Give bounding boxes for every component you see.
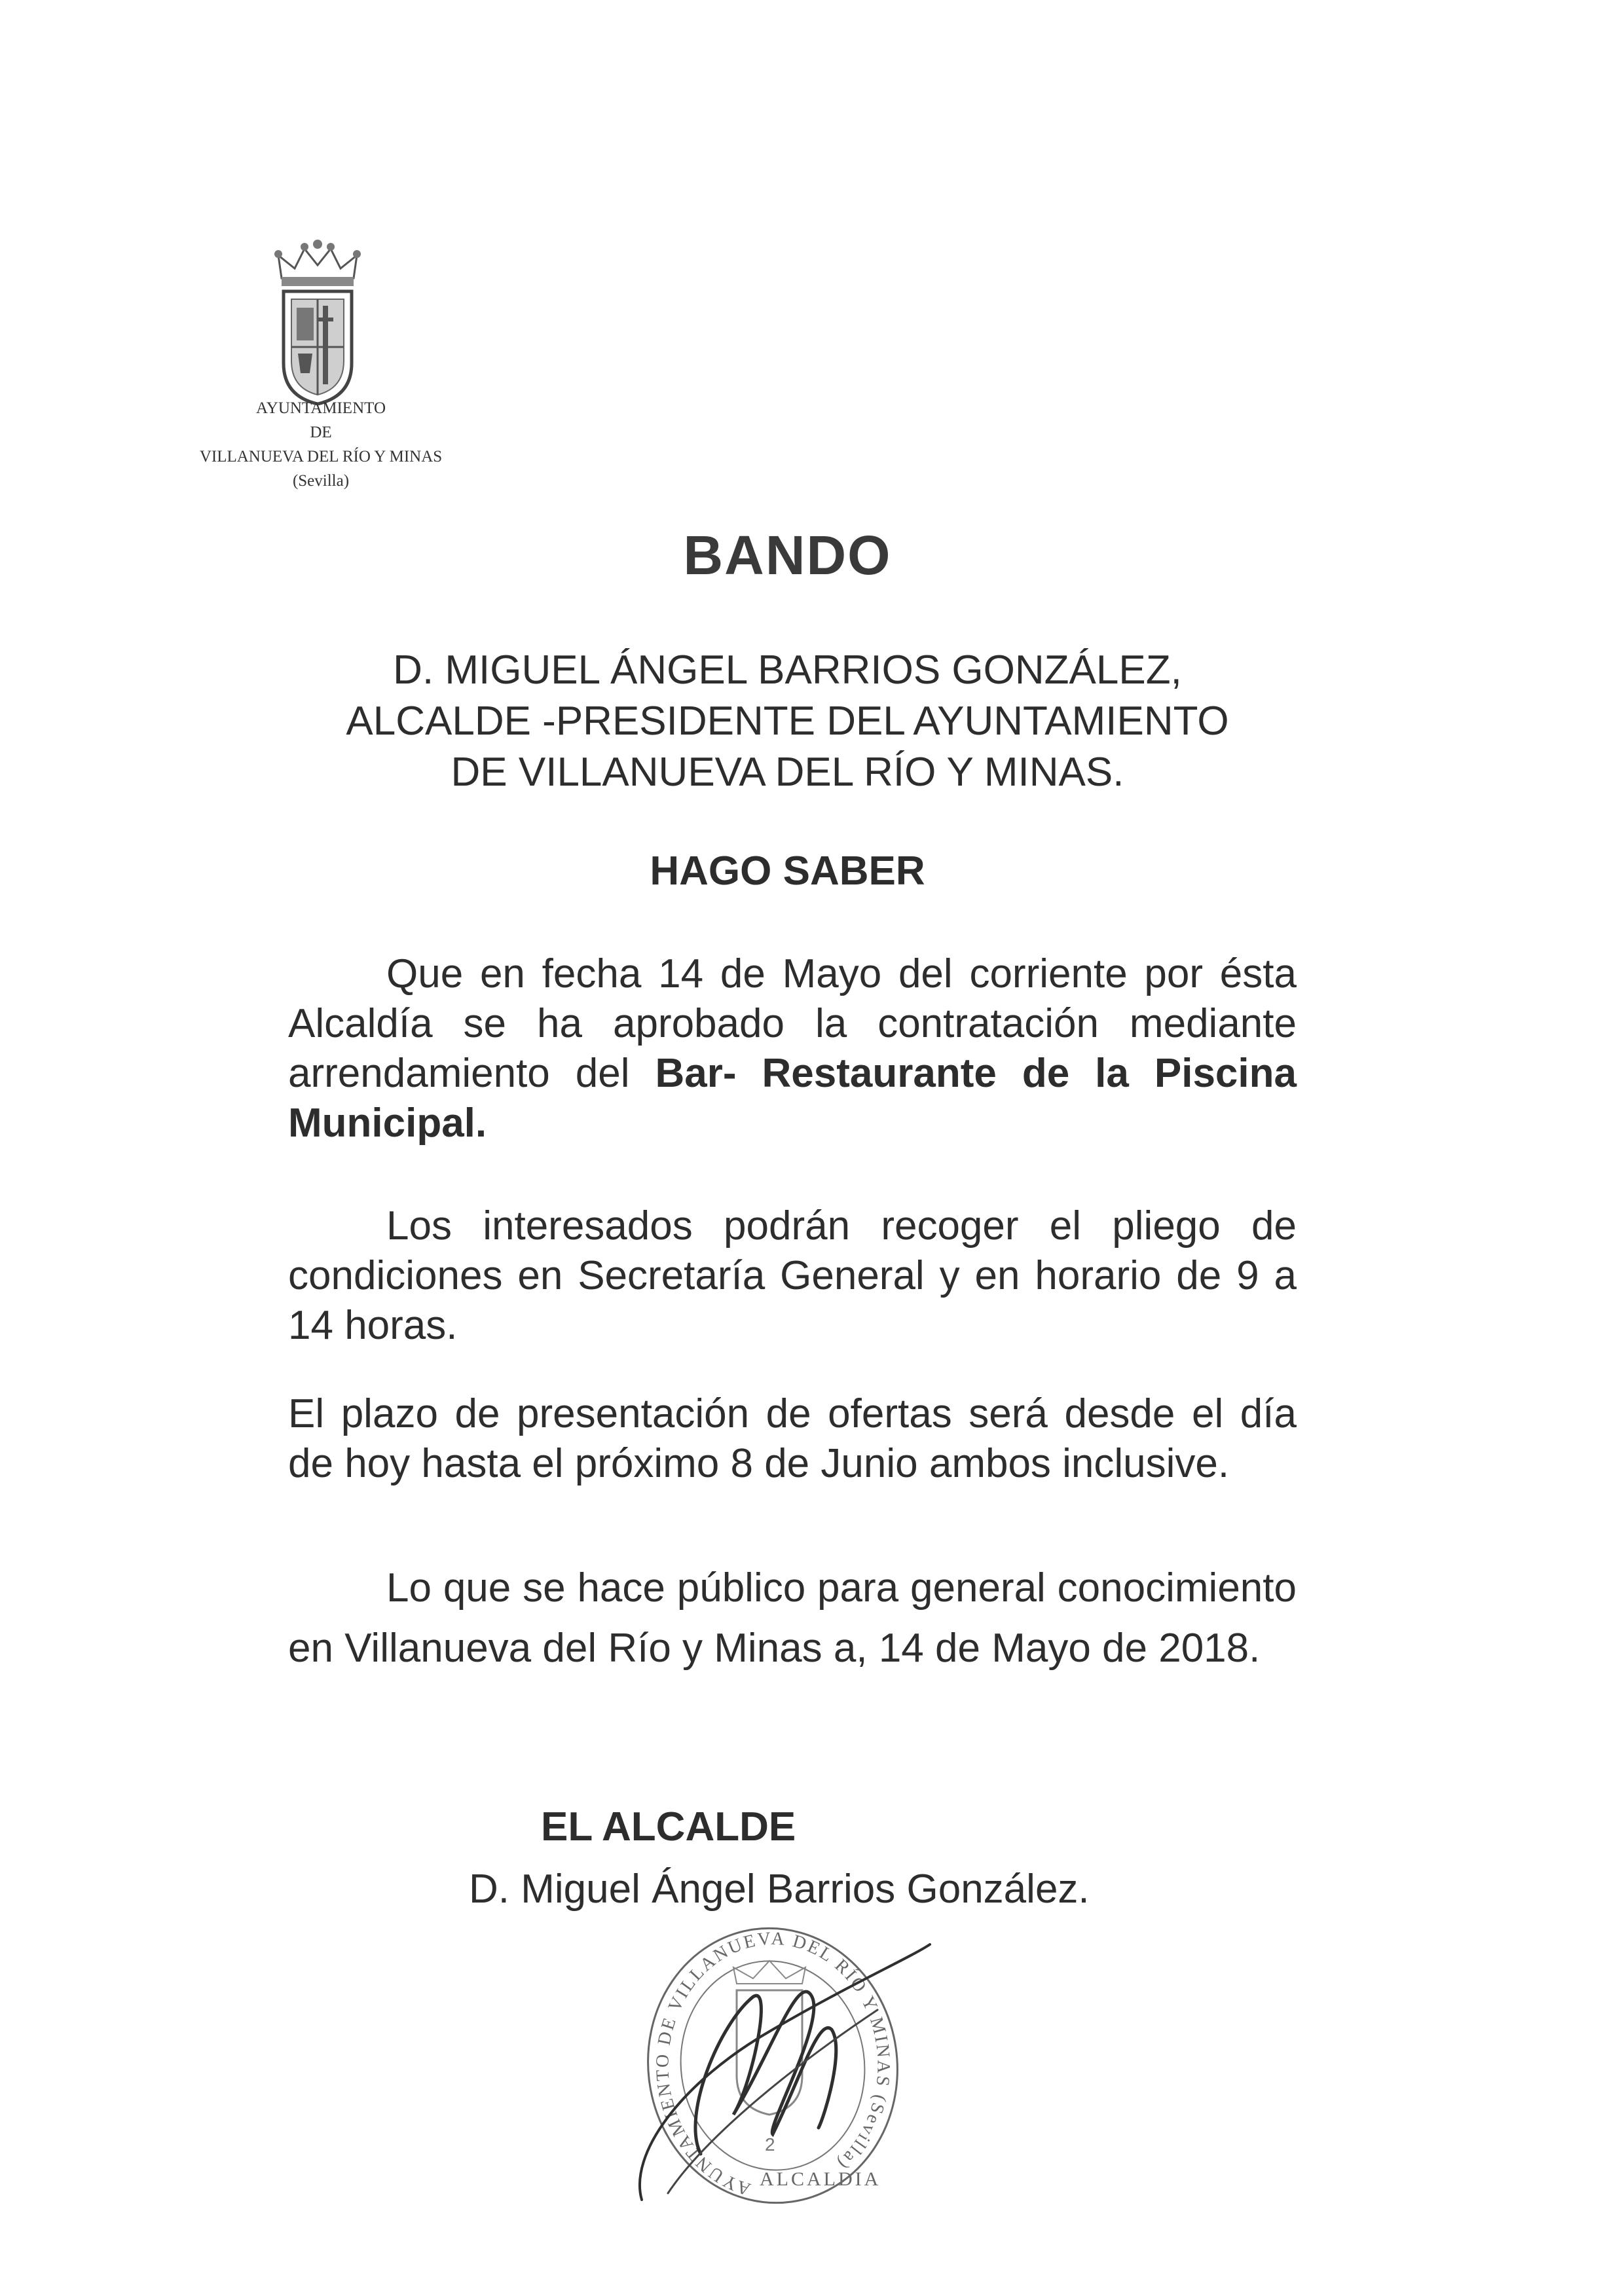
- paragraph-closing: [288, 1558, 1297, 1679]
- issuer-line-3: DE VILLANUEVA DEL RÍO Y MINAS.: [451, 750, 1124, 795]
- official-seal-icon: [602, 1918, 943, 2226]
- seal-number: 2: [765, 2134, 775, 2155]
- seal-ring-text: AYUNTAMIENTO DE VILLANUEVA DEL RÍO Y MINAS (Sevilla): [652, 1928, 894, 2200]
- paragraph-conditions-text: Los interesados podrán recoger el pliego de condiciones en Secretaría General y en horario de 9 a 14 horas.: [288, 1203, 1297, 1348]
- paragraph-approval-bold: Bar- Restaurante de la Piscina Municipal.: [288, 1051, 1297, 1146]
- svg-text:AYUNTAMIENTO DE VILLANUEVA DEL: [652, 1929, 893, 2200]
- letterhead-line-4: (Sevilla): [292, 472, 350, 490]
- paragraph-conditions: [288, 1201, 1297, 1351]
- document-title: BANDO: [683, 524, 892, 586]
- paragraph-closing-text: Lo que se hace público para general conocimiento en Villanueva del Río y Minas a, 14 de Mayo de 2018.: [288, 1565, 1297, 1671]
- coat-of-arms-icon: [265, 232, 370, 409]
- section-heading: HAGO SABER: [650, 848, 925, 894]
- issuer-block: [0, 645, 1575, 798]
- seal-bottom-text: ALCALDIA: [760, 2168, 881, 2190]
- letterhead-line-3: VILLANUEVA DEL RÍO Y MINAS: [199, 448, 443, 465]
- letterhead: [131, 396, 511, 493]
- letterhead-line-2: DE: [310, 424, 332, 441]
- paragraph-approval-text: Que en fecha 14 de Mayo del corriente por ésta Alcaldía se ha aprobado la contratación mediante arrendamiento del: [288, 951, 1297, 1096]
- issuer-line-1: D. MIGUEL ÁNGEL BARRIOS GONZÁLEZ,: [393, 647, 1182, 693]
- paragraph-approval: [288, 949, 1297, 1148]
- letterhead-line-1: AYUNTAMIENTO: [256, 399, 386, 417]
- signer-name: D. Miguel Ángel Barrios González.: [469, 1867, 1090, 1912]
- issuer-line-2: ALCALDE -PRESIDENTE DEL AYUNTAMIENTO: [346, 699, 1229, 744]
- signer-title: EL ALCALDE: [541, 1804, 796, 1850]
- paragraph-deadline: El plazo de presentación de ofertas será desde el día de hoy hasta el próximo 8 de Junio ambos inclusive.: [288, 1391, 1297, 1486]
